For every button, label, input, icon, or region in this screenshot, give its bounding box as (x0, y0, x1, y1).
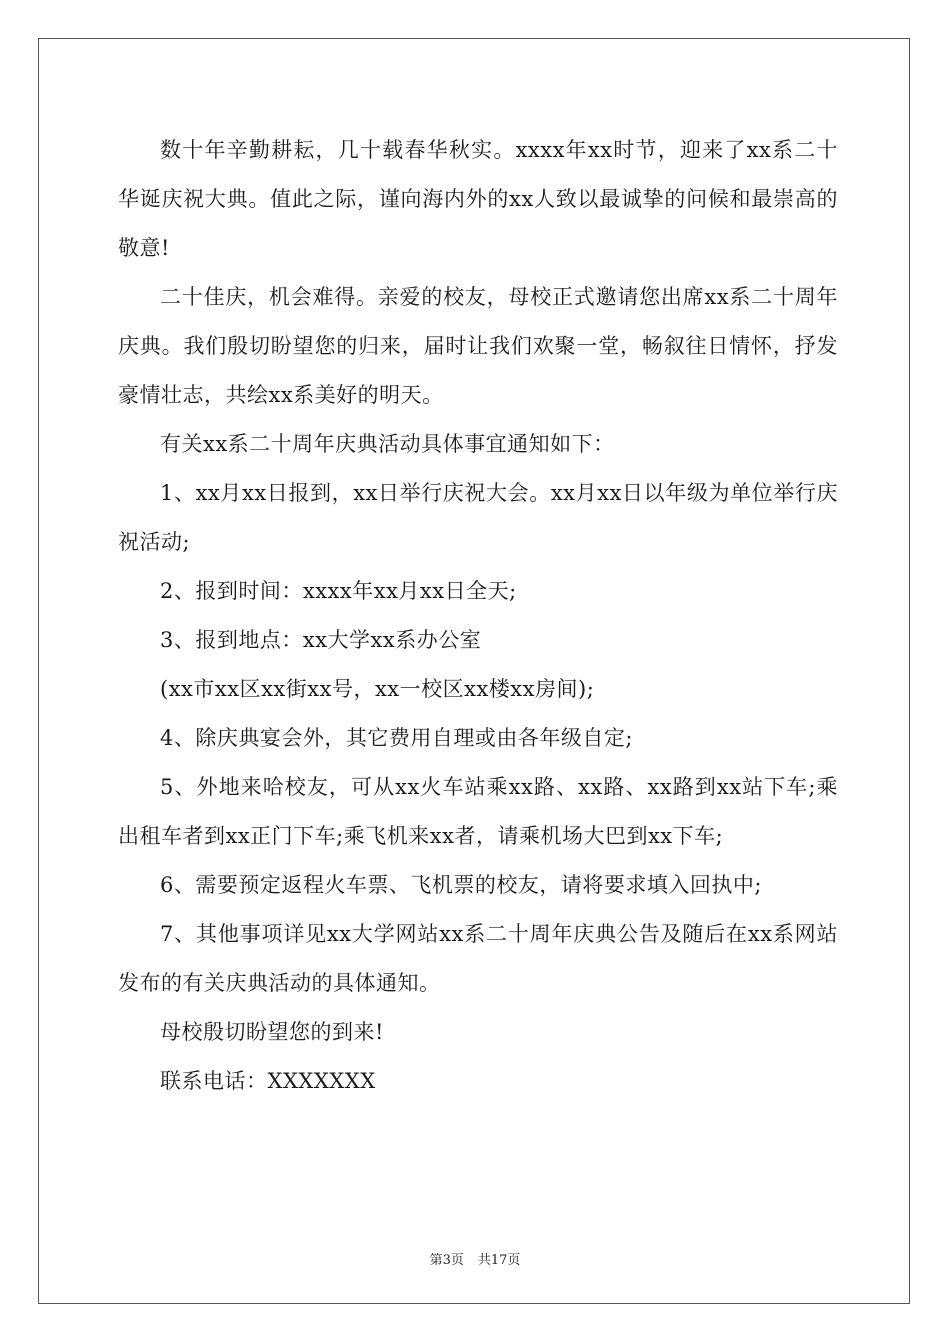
list-item-4: 4、除庆典宴会外，其它费用自理或由各年级自定; (160, 726, 633, 750)
closing-line: 母校殷切盼望您的到来! (160, 1020, 384, 1044)
list-item-6: 6、需要预定返程火车票、飞机票的校友，请将要求填入回执中; (160, 873, 762, 897)
list-item-3-address: (xx市xx区xx街xx号，xx一校区xx楼xx房间); (160, 677, 595, 701)
paragraph-invitation: 二十佳庆，机会难得。亲爱的校友，母校正式邀请您出席xx系二十周年庆典。我们殷切盼望您的归来，届时让我们欢聚一堂，畅叙往日情怀，抒发豪情壮志，共绘xx系美好的明天。 (118, 285, 838, 407)
list-item-2: 2、报到时间：xxxx年xx月xx日全天; (160, 579, 517, 603)
page-total: 共17页 (477, 1253, 521, 1268)
list-item-5: 5、外地来哈校友，可从xx火车站乘xx路、xx路、xx路到xx站下车;乘出租车者到xx正门下车;乘飞机来xx者，请乘机场大巴到xx下车; (118, 775, 838, 848)
list-item-1: 1、xx月xx日报到，xx日举行庆祝大会。xx月xx日以年级为单位举行庆祝活动; (118, 481, 838, 554)
list-item-3: 3、报到地点：xx大学xx系办公室 (160, 628, 482, 652)
paragraph-notice-intro: 有关xx系二十周年庆典活动具体事宜通知如下： (160, 432, 615, 456)
document-body (118, 126, 838, 1106)
list-item-7: 7、其他事项详见xx大学网站xx系二十周年庆典公告及随后在xx系网站发布的有关庆典活动的具体通知。 (118, 922, 838, 995)
contact-phone: 联系电话：XXXXXXX (160, 1069, 376, 1093)
page-number: 第3页 (429, 1253, 464, 1268)
paragraph-greeting: 数十年辛勤耕耘，几十载春华秋实。xxxx年xx时节，迎来了xx系二十华诞庆祝大典。值此之际，谨向海内外的xx人致以最诚挚的问候和最崇高的敬意! (118, 138, 838, 260)
page-footer (0, 1249, 950, 1268)
